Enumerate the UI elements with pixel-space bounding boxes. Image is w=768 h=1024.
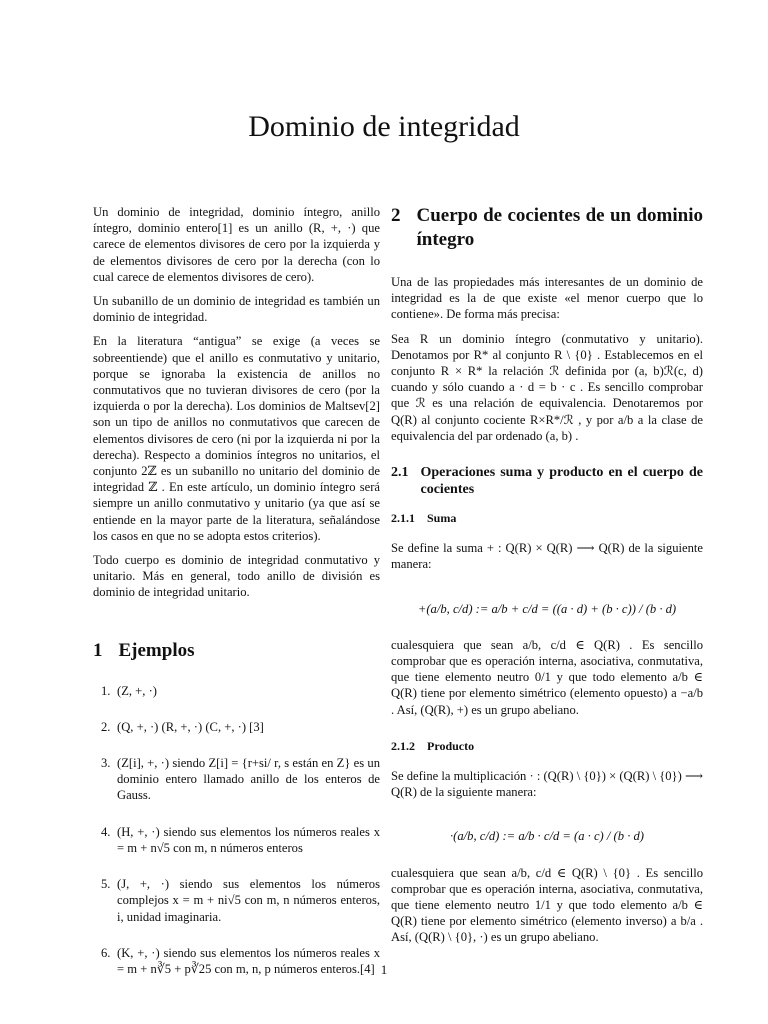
list-number: 5. [101,877,111,892]
list-number: 3. [101,756,111,771]
section-title: Suma [427,511,457,526]
suma-paragraph: cualesquiera que sean a/b, c/d ∈ Q(R) . Es sencillo comprobar que es operación interna, asociativa, conmutativa, que tiene elemento neutro 0/1 y que todo elemento a/b ∈ Q(R) tiene por elemento simétrico (elemento opuesto) a −a/b . Así, (Q(R), +) es un grupo abeliano. [391,637,703,717]
list-item [93,719,380,735]
suma-equation: +(a/b, c/d) := a/b + c/d = ((a · d) + (b · c)) / (b · d) [417,601,677,616]
examples-list [93,683,380,977]
section-2-1-heading [391,464,703,498]
list-text: (Z[i], +, ·) siendo Z[i] = {r+si/ r, s están en Z} es un dominio entero llamado anillo de los enteros de Gauss. [117,756,380,803]
section-number: 1 [93,639,103,661]
list-item [93,824,380,856]
list-item [93,683,380,699]
list-number: 4. [101,824,111,839]
list-text: (Z, +, ·) [117,683,157,698]
section-number: 2.1 [391,465,409,481]
section-1-heading [93,639,380,663]
intro-paragraph-4: Todo cuerpo es dominio de integridad conmutativo y unitario. Más en general, todo anillo de división es dominio de integridad unitario. [93,553,380,600]
producto-definition: Se define la multiplicación · : (Q(R) \ {0}) × (Q(R) \ {0}) ⟶ Q(R) de la siguiente manera: [391,769,703,800]
section-title: Producto [427,738,475,753]
list-text: (H, +, ·) siendo sus elementos los números reales x = m + n√5 con m, n números enteros [117,824,380,855]
list-text: (Q, +, ·) (R, +, ·) (C, +, ·) [3] [117,719,264,734]
section-number: 2.1.2 [391,738,415,753]
list-text: (K, +, ·) siendo sus elementos los números reales x = m + n∛5 + p∛25 con m, n, p números enteros.[4] [117,945,380,976]
section-title: Operaciones suma y producto en el cuerpo de cocientes [420,465,703,498]
page-title: Dominio de integridad [248,110,520,143]
producto-equation: ·(a/b, c/d) := a/b · c/d = (a · c) / (b · d) [450,829,644,844]
list-text: (J, +, ·) siendo sus elementos los números complejos x = m + ni√5 con m, n números enteros, i, unidad imaginaria. [117,877,380,924]
list-item [93,755,380,804]
list-number: 2. [101,719,111,734]
suma-definition: Se define la suma + : Q(R) × Q(R) ⟶ Q(R) de la siguiente manera: [391,541,703,572]
intro-paragraph-3: En la literatura “antigua” se exige (a veces se sobreentiende) que el anillo es conmutativo y unitario, porque se ignoraba la existencia de anillos no conmutativos que no tuvieran divisores de cero (por la izquierda o por la derecha). Los dominios de Maltsev[2] son un tipo de anillos no conmutativos que carecen de elementos divisores de cero (ni por la izquierda ni por la derecha). Respecto a dominios íntegros no unitarios, el conjunto 2ℤ es un subanillo no unitario del dominio de integridad ℤ . En este artículo, un dominio íntegro será siempre un anillo conmutativo y unitario (ya que así se entiende en la mayor parte de la literatura, señalándose los casos en que no se adopta estos criterios). [93,334,380,543]
section-2-heading [391,204,703,252]
intro-paragraph-2: Un subanillo de un dominio de integridad es también un dominio de integridad. [93,294,380,325]
list-number: 6. [101,945,111,960]
section-number: 2.1.1 [391,511,415,526]
section-title: Ejemplos [118,639,195,661]
right-column [391,204,703,954]
section-number: 2 [391,205,401,226]
page-number: 1 [380,962,388,977]
section-2-1-2-heading [391,738,703,754]
list-item [93,876,380,925]
intro-paragraph-1: Un dominio de integridad, dominio íntegro, anillo íntegro, dominio entero[1] es un anillo (R, +, ·) que carece de elementos divisores de cero por la izquierda y de elementos divisores de cero por la derecha (con lo cual carece de elementos divisores de cero). [93,205,380,284]
section-2-1-1-heading [391,510,703,526]
section-2-paragraph-1: Una de las propiedades más interesantes de un dominio de integridad es la de que existe «el menor cuerpo que lo contiene». De forma más precisa: [391,275,703,322]
left-column [93,204,380,997]
section-title: Cuerpo de cocientes de un dominio íntegro [416,205,703,250]
producto-paragraph: cualesquiera que sean a/b, c/d ∈ Q(R) \ {0} . Es sencillo comprobar que es operación interna, asociativa, conmutativa, que tiene elemento neutro 1/1 y que todo elemento a/b ∈ Q(R) tiene por elemento simétrico (elemento inverso) a b/a . Así, (Q(R) \ {0}, ·) es un grupo abeliano. [391,865,703,945]
list-number: 1. [101,683,111,698]
section-2-paragraph-2: Sea R un dominio íntegro (conmutativo y unitario). Denotamos por R* al conjunto R \ {0} . Establecemos en el conjunto R × R* la relación ℛ definida por (a, b)ℛ(c, d) cuando y sólo cuando a · d = b · c . Es sencillo comprobar que ℛ es una relación de equivalencia. Denotaremos por Q(R) al conjunto cociente R×R*/ℛ , y por a/b a la clase de equivalencia del par ordenado (a, b) . [391,331,703,443]
